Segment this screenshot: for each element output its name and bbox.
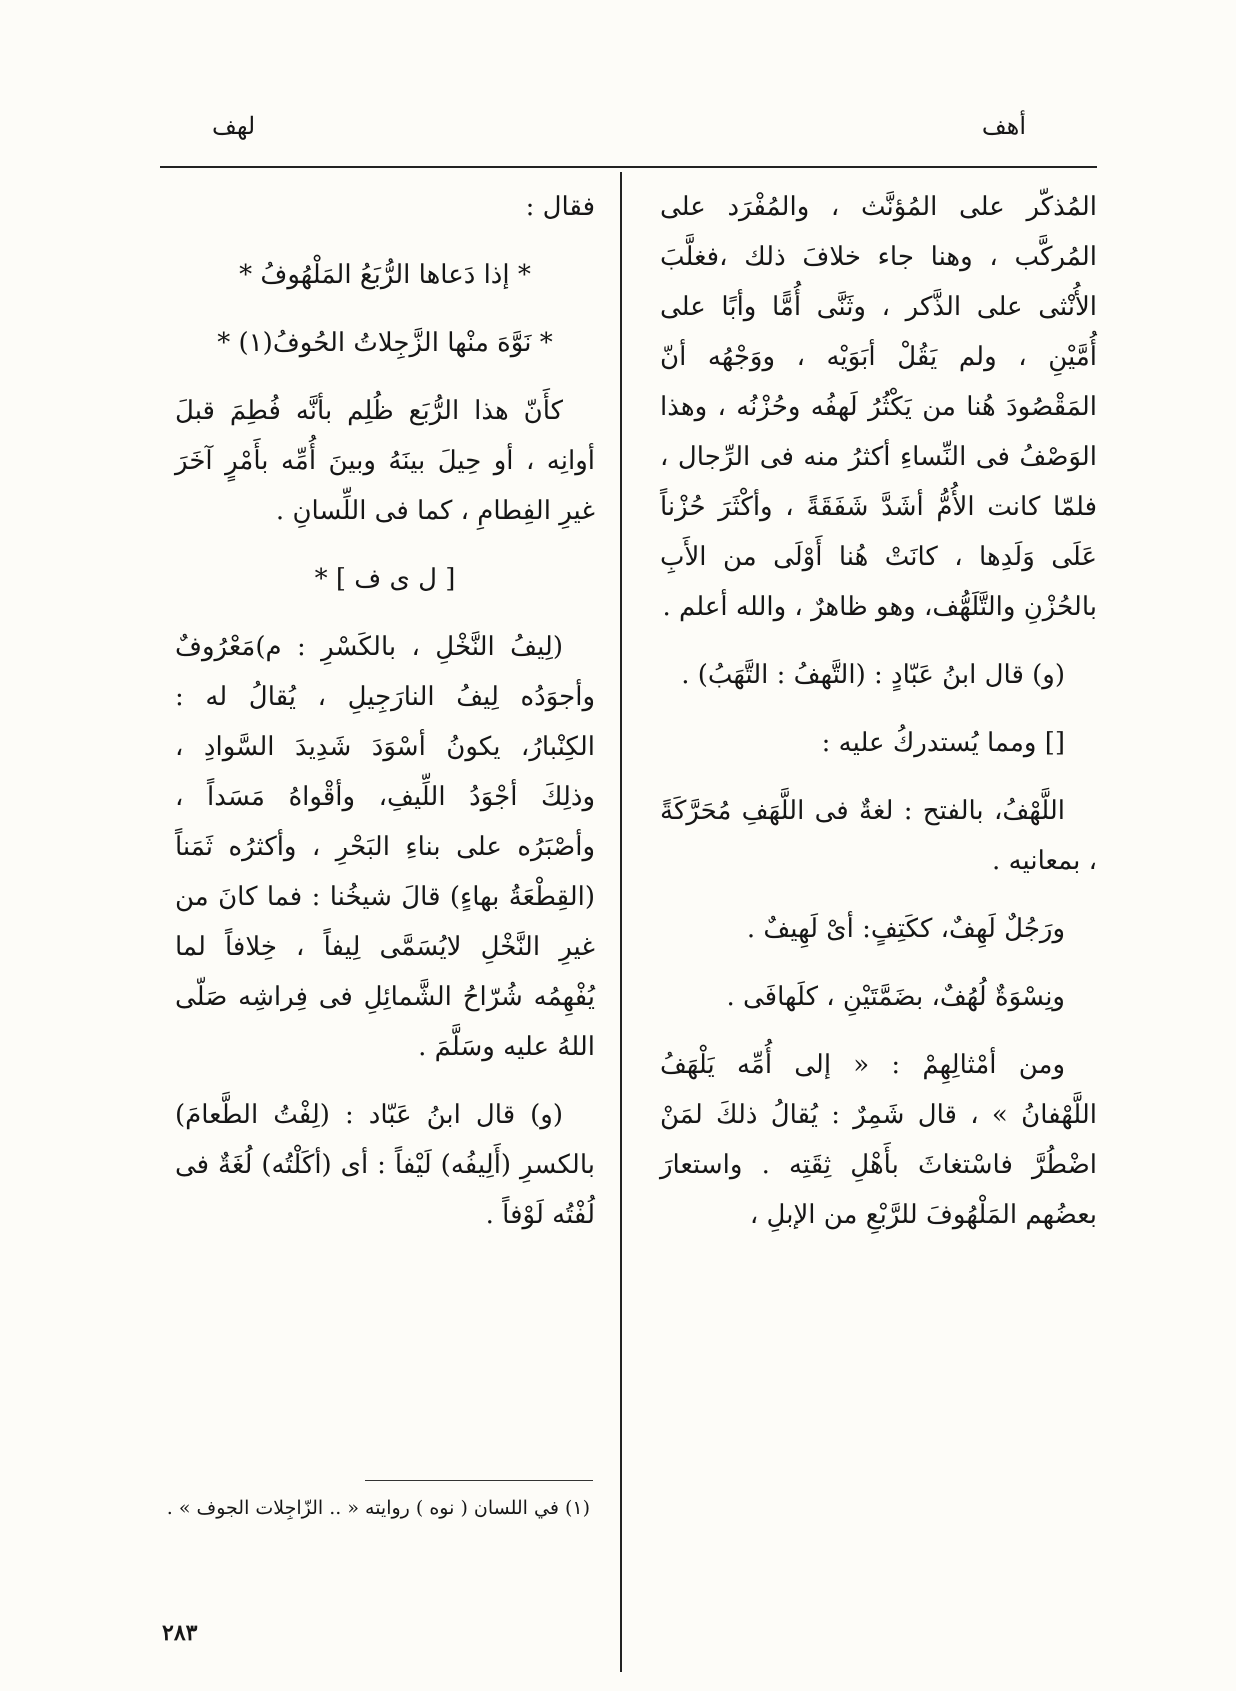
right-column (660, 182, 1097, 1258)
column-divider (620, 172, 622, 1672)
footnote: (١) في اللسان ( نوه ) روايته « .. الزّاجِلات الجوف » . (166, 1497, 590, 1519)
paragraph: ورَجُلٌ لَهِفٌ، ككَتِفٍ: أىْ لَهِيفٌ . (746, 914, 1065, 944)
paragraph: (لِيفُ النَّخْلِ ، بالكَسْرِ : م)مَعْرُوفٌ وأجوَدُه لِيفُ النارَجِيلِ ، يُقالُ له : الكِنْبارُ، يكونُ أسْوَدَ شَدِيدَ السَّوادِ ، وذلِكَ أجْوَدُ اللِّيفِ، وأقْواهُ مَسَداً ، وأصْبَرُه على بناءِ البَحْرِ ، وأكثرُه ثَمَناً (القِطْعَةُ بهاءٍ) قالَ شيخُنا : فما كانَ من غيرِ النَّخْلِ لايُسَمَّى لِيفاً ، خِلافاً لما يُفْهِمُه شُرّاحُ الشَّمائِلِ فى فِراشِه صَلّى اللهُ عليه وسَلَّمَ . (175, 632, 595, 1062)
verse-line: * إذا دَعاها الرُّبَعُ المَلْهُوفُ * (239, 260, 531, 290)
paragraph: [] ومما يُستدركُ عليه : (821, 728, 1065, 758)
paragraph: (و) قال ابنُ عَبّاد : (لِفْتُ الطَّعامَ) بالكسرِ (أَلِيفُه) لَيْفاً : أى (أكَلْتُه) لُغَةٌ فى لُفْتُه لَوْفاً . (175, 1100, 595, 1230)
paragraph: كأَنّ هذا الرُّبَع ظُلِم بأنَّه فُطِمَ قبلَ أوانِه ، أو حِيلَ بينَهُ وبينَ أُمِّه بأَمْرٍ آخَرَ غيرِ الفِطامِ ، كما فى اللِّسانِ . (175, 396, 595, 526)
paragraph: اللَّهْفُ، بالفتح : لغةٌ فى اللَّهَفِ مُحَرَّكَةً ، بمعانيه . (660, 796, 1097, 876)
left-column (175, 182, 595, 1258)
header-rule (160, 166, 1097, 168)
footnote-rule (365, 1480, 593, 1481)
header-left-word: لهف (212, 112, 256, 140)
verse-line: * نَوَّهَ منْها الزَّجِلاتُ الحُوفُ(١) * (217, 328, 553, 358)
paragraph: ونِسْوَةٌ لُهُفٌ، بضَمَّتَيْنِ ، كلَهافَى . (726, 982, 1065, 1012)
paragraph: فقال : (525, 192, 595, 222)
paragraph: (و) قال ابنُ عَبّادٍ : (التَّهفُ : التَّهَبُ) . (681, 660, 1065, 690)
page-number: ٢٨٣ (162, 1620, 198, 1646)
paragraph: ومن أمْثالِهِمْ : « إلى أُمِّه يَلْهَفُ اللَّهْفانُ » ، قال شَمِرٌ : يُقالُ ذلكَ لمَنْ اضْطُرَّ فاسْتغاثَ بأَهْلِ ثِقَتِه . واستعارَ بعضُهم المَلْهُوفَ للرَّبْعِ من الإبلِ ، (660, 1050, 1097, 1230)
paragraph: المُذكّر على المُؤنَّث ، والمُفْرَد على المُركَّب ، وهنا جاء خلافَ ذلك ،فغلَّبَ الأُنْثى على الذَّكر ، وثَنَّى أُمًّا وأبًا على أُمَّيْنِ ، ولم يَقُلْ أبَوَيْه ، ووَجْهُه أنّ المَقْصُودَ هُنا من يَكْثُرُ لَهفُه وحُزْنُه ، وهذا الوَصْفُ فى النِّساءِ أكثرُ منه فى الرِّجال ، فلمّا كانت الأُمُّ أشَدَّ شَفَقَةً ، وأكْثَرَ حُزْناً عَلَى وَلَدِها ، كانَتْ هُنا أَوْلَى من الأَبِ بالحُزْنِ والتَّلَهُّف، وهو ظاهرٌ ، والله أعلم . (660, 192, 1097, 622)
header-right-word: أهف (981, 112, 1026, 140)
section-heading: [ ل ى ف ] * (314, 564, 456, 594)
